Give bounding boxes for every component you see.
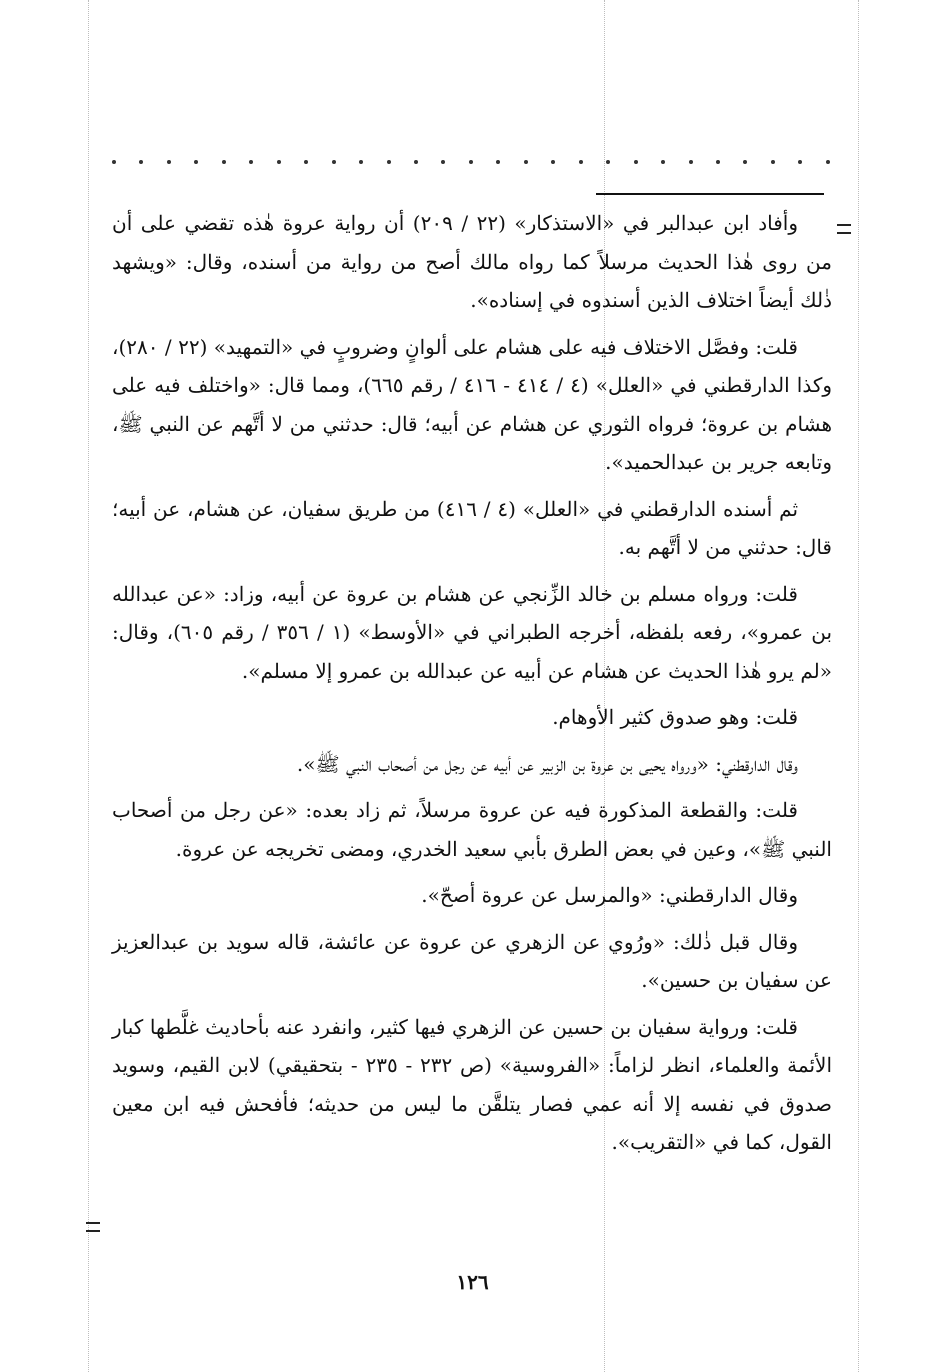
footnote-continuation-mark-top bbox=[837, 224, 851, 234]
paragraph: قلت: وهو صدوق كثير الأوهام. bbox=[552, 705, 798, 729]
footnote-body bbox=[112, 204, 832, 1162]
paragraph: ثم أسنده الدارقطني في «العلل» (٤ / ٤١٦) من طريق سفيان، عن هشام، عن أبيه؛ قال: حدثني من لا أتَّهم به. bbox=[112, 496, 832, 559]
paragraph: وقال قبل ذٰلك: «ورُوي عن الزهري عن عروة عن عائشة، قاله سويد بن عبدالعزيز عن سفيان بن حسين». bbox=[112, 929, 832, 992]
paragraph: قلت: ورواه مسلم بن خالد الزِّنجي عن هشام بن عروة عن أبيه، وزاد: «عن عبدالله بن عمرو»، رفعه بلفظه، أخرجه الطبراني في «الأوسط» (١ / ٣٥٦ / رقم ٦٠٥)، وقال: «لم يرو هٰذا الحديث عن هشام عن أبيه عن عبدالله بن عمرو إلا مسلم». bbox=[112, 581, 833, 683]
margin-guide-right bbox=[858, 0, 859, 1372]
paragraph: وقال الدارقطني: «ورواه يحيى بن عروة بن الزبير عن أبيه عن رجل من أصحاب النبي ﷺ». bbox=[296, 751, 798, 776]
header-dotted-separator bbox=[112, 152, 830, 172]
paragraph: وأفاد ابن عبدالبر في «الاستذكار» (٢٢ / ٢٠٩) أن رواية عروة هٰذه تقضي على أن من روى هٰذا الحديث مرسلاً كما رواه مالك أصح من رواية من أسنده، وقال: «ويشهد ذٰلك أيضاً اختلاف الذين أسندوه في إسناده». bbox=[112, 211, 832, 312]
page-number: ١٢٦ bbox=[456, 1270, 489, 1294]
footnote-continuation-mark-bottom bbox=[86, 1222, 100, 1232]
paragraph: قلت: ورواية سفيان بن حسين عن الزهري فيها كثير، وانفرد عنه بأحاديث غلَّطها كبار الأئمة والعلماء، انظر لزاماً: «الفروسية» (ص ٢٣٢ - ٢٣٥ - بتحقيقي) لابن القيم، وسويد صدوق في نفسه إلا أنه عمي فصار يتلقَّن ما ليس من حديثه؛ فأفحش فيه ابن معين القول، كما في «التقريب». bbox=[112, 1014, 832, 1154]
paragraph: وقال الدارقطني: «والمرسل عن عروة أصحّ». bbox=[421, 883, 798, 907]
paragraph: قلت: وفصَّل الاختلاف فيه على هشام على ألوانٍ وضروبٍ في «التمهيد» (٢٢ / ٢٨٠)، وكذا الدارقطني في «العلل» (٤ / ٤١٤ - ٤١٦ / رقم ٦٦٥)، ومما قال: «واختلف فيه على هشام بن عروة؛ فرواه الثوري عن هشام عن أبيه؛ قال: حدثني من لا أتَّهم عن النبي ﷺ، وتابعه جرير بن عبدالحميد». bbox=[112, 334, 832, 474]
footnote-rule bbox=[596, 193, 824, 195]
paragraph: قلت: والقطعة المذكورة فيه عن عروة مرسلاً، ثم زاد بعده: «عن رجل من أصحاب النبي ﷺ»، وعين في بعض الطرق بأبي سعيد الخدري، ومضى تخريجه عن عروة. bbox=[112, 798, 832, 861]
margin-guide-left bbox=[88, 0, 89, 1372]
